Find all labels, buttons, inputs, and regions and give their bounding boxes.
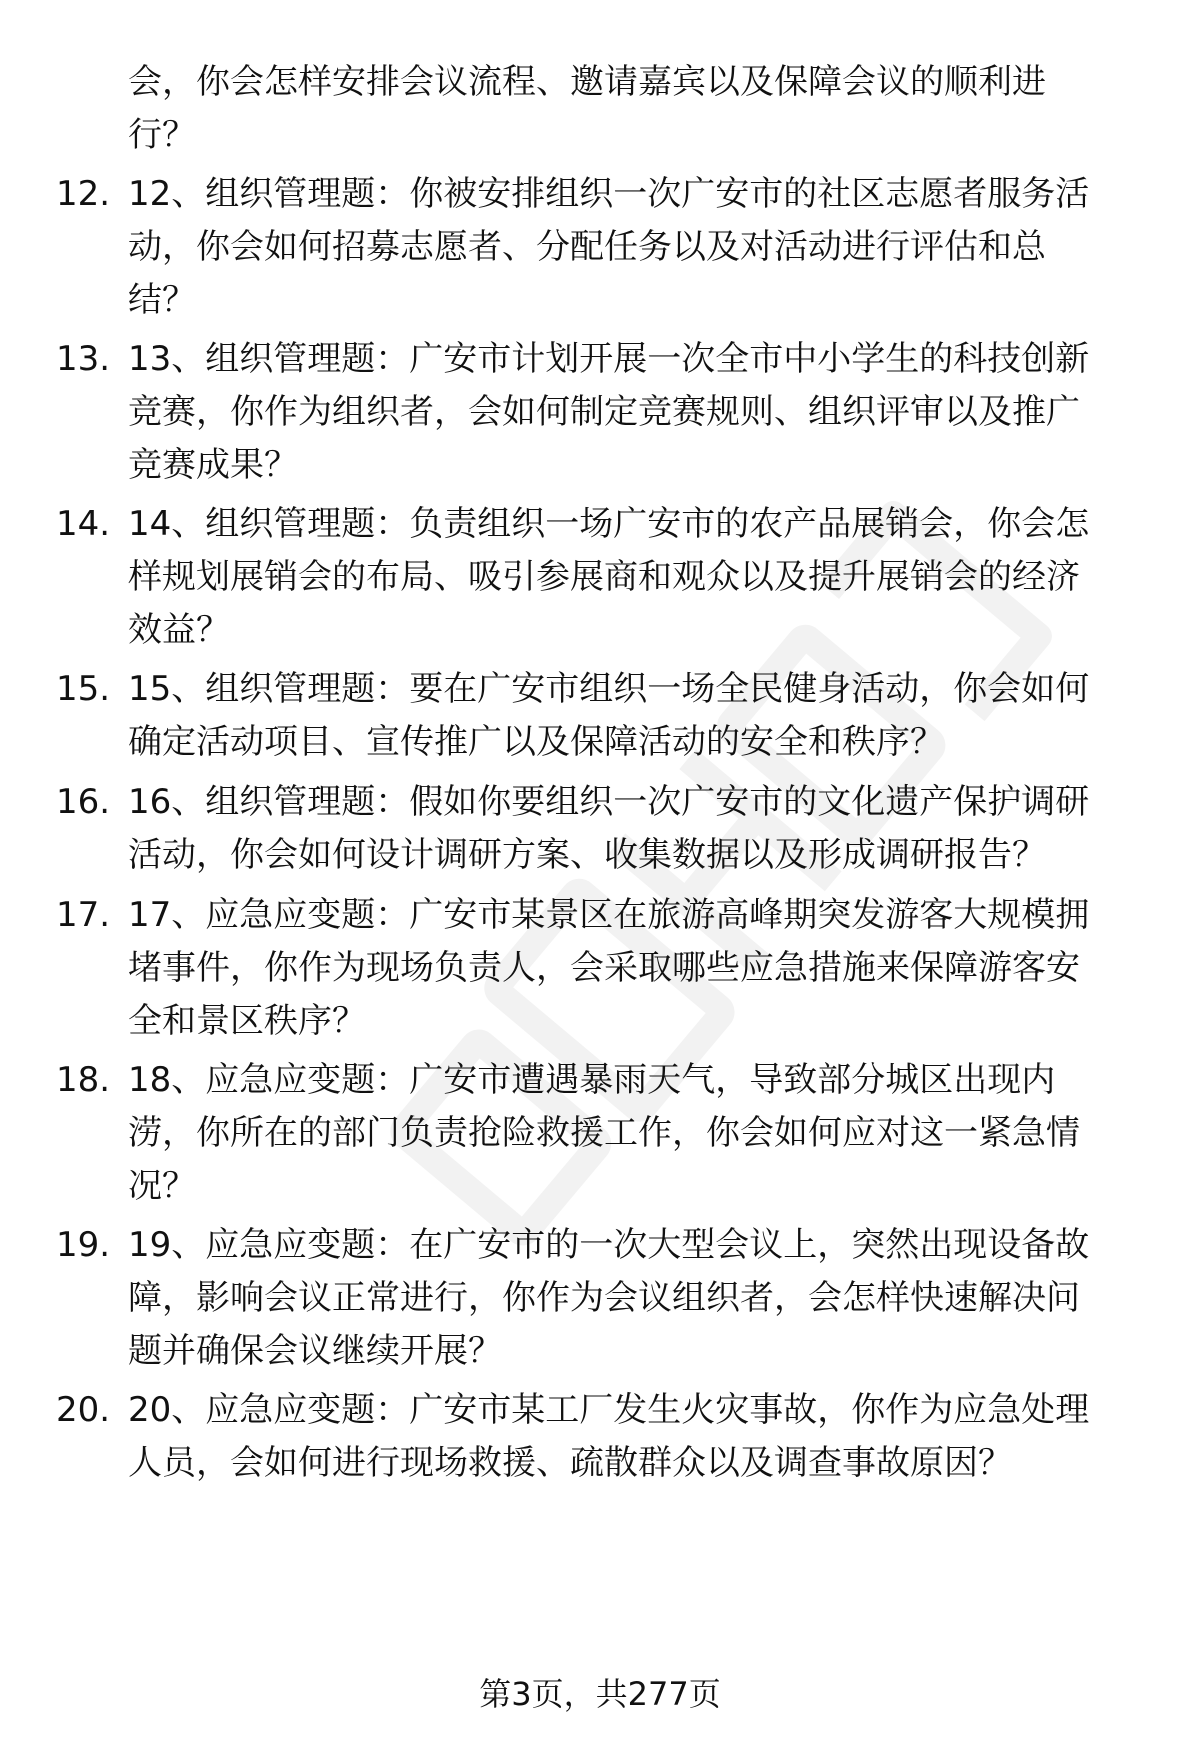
- item-text: 17、应急应变题：广安市某景区在旅游高峰期突发游客大规模拥 堵事件，你作为现场负责人，会采取哪些应急措施来保障游客安 全和景区秩序？: [128, 895, 1090, 1041]
- item-text: 15、组织管理题：要在广安市组织一场全民健身活动，你会如何 确定活动项目、宣传推广以及保障活动的安全和秩序？: [128, 669, 1090, 762]
- item-number: 13.: [56, 339, 111, 379]
- page-number-footer: 第3页，共277页: [479, 1675, 721, 1713]
- item-number: 18.: [56, 1060, 111, 1100]
- item-text: 12、组织管理题：你被安排组织一次广安市的社区志愿者服务活 动，你会如何招募志愿者、分配任务以及对活动进行评估和总 结？: [128, 174, 1090, 320]
- item-text: 13、组织管理题：广安市计划开展一次全市中小学生的科技创新 竞赛，你作为组织者，会如何制定竞赛规则、组织评审以及推广 竞赛成果？: [128, 339, 1090, 485]
- item-number: 17.: [56, 895, 111, 935]
- item-number: 20.: [56, 1390, 111, 1430]
- item-number: 14.: [56, 504, 111, 544]
- continued-question-text: 会，你会怎样安排会议流程、邀请嘉宾以及保障会议的顺利进 行？: [128, 62, 1046, 155]
- item-text: 18、应急应变题：广安市遭遇暴雨天气，导致部分城区出现内 涝，你所在的部门负责抢险救援工作，你会如何应对这一紧急情 况？: [128, 1060, 1080, 1206]
- item-number: 19.: [56, 1225, 111, 1265]
- item-number: 16.: [56, 782, 111, 822]
- item-number: 12.: [56, 174, 111, 214]
- item-text: 14、组织管理题：负责组织一场广安市的农产品展销会，你会怎 样规划展销会的布局、吸引参展商和观众以及提升展销会的经济 效益？: [128, 504, 1090, 650]
- item-text: 16、组织管理题：假如你要组织一次广安市的文化遗产保护调研 活动，你会如何设计调研方案、收集数据以及形成调研报告？: [128, 782, 1090, 875]
- item-number: 15.: [56, 669, 111, 709]
- item-text: 19、应急应变题：在广安市的一次大型会议上，突然出现设备故 障，影响会议正常进行，你作为会议组织者，会怎样快速解决问 题并确保会议继续开展？: [128, 1225, 1090, 1371]
- item-text: 20、应急应变题：广安市某工厂发生火灾事故，你作为应急处理 人员，会如何进行现场救援、疏散群众以及调查事故原因？: [128, 1390, 1090, 1483]
